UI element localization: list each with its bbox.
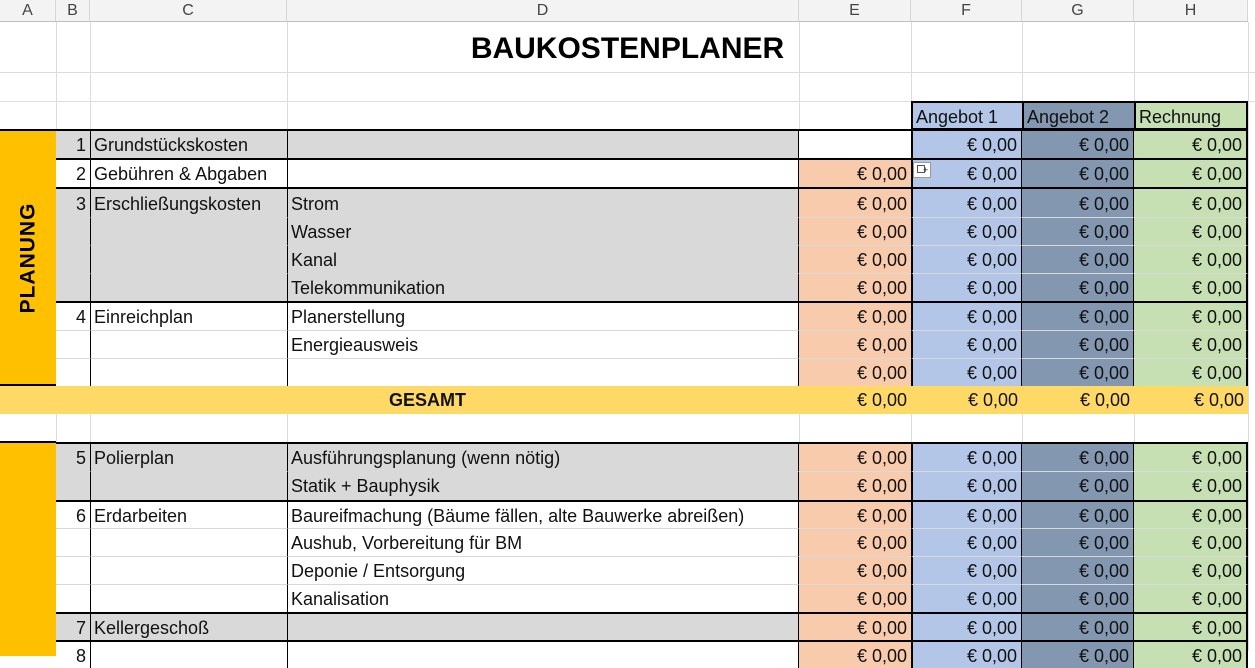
rechnung-cell[interactable]: € 0,00 <box>1134 500 1248 528</box>
item-cell[interactable] <box>287 358 799 386</box>
angebot1-cell[interactable]: € 0,00 <box>911 500 1022 528</box>
angebot2-cell[interactable]: € 0,00 <box>1022 245 1134 273</box>
rechnung-cell[interactable]: € 0,00 <box>1134 471 1248 500</box>
estimate-cell[interactable]: € 0,00 <box>799 187 911 217</box>
item-cell[interactable] <box>287 640 799 668</box>
angebot1-cell[interactable]: € 0,00 <box>911 129 1022 158</box>
item-cell[interactable]: Telekommunikation <box>287 273 799 301</box>
category-cell[interactable] <box>90 273 287 301</box>
column-header-c[interactable]: C <box>90 0 287 22</box>
row-number[interactable] <box>56 584 90 612</box>
row-number[interactable] <box>56 556 90 584</box>
angebot2-cell[interactable]: € 0,00 <box>1022 301 1134 330</box>
angebot1-cell[interactable]: € 0,00 <box>911 330 1022 358</box>
item-cell[interactable]: Aushub, Vorbereitung für BM <box>287 528 799 556</box>
row-number[interactable]: 7 <box>56 612 90 640</box>
total-f[interactable]: € 0,00 <box>967 390 1018 410</box>
estimate-cell[interactable]: € 0,00 <box>799 584 911 612</box>
total-label[interactable]: GESAMT <box>388 390 466 410</box>
item-cell[interactable]: Ausführungsplanung (wenn nötig) <box>287 442 799 471</box>
column-header-b[interactable]: B <box>56 0 90 22</box>
estimate-cell[interactable]: € 0,00 <box>799 442 911 471</box>
estimate-cell[interactable]: € 0,00 <box>799 273 911 301</box>
estimate-cell[interactable]: € 0,00 <box>799 358 911 386</box>
rechnung-cell[interactable]: € 0,00 <box>1134 612 1248 640</box>
category-cell[interactable]: Gebühren & Abgaben <box>90 158 287 187</box>
estimate-cell[interactable]: € 0,00 <box>799 330 911 358</box>
rechnung-cell[interactable]: € 0,00 <box>1134 442 1248 471</box>
sheet-title[interactable]: BAUKOSTENPLANER <box>470 32 785 65</box>
gridline-horizontal <box>0 72 1255 73</box>
angebot2-cell[interactable]: € 0,00 <box>1022 442 1134 471</box>
category-cell[interactable] <box>90 471 287 500</box>
item-cell[interactable] <box>287 129 799 158</box>
column-header-f[interactable]: F <box>911 0 1022 22</box>
section-bau[interactable] <box>0 441 56 656</box>
angebot2-cell[interactable]: € 0,00 <box>1022 584 1134 612</box>
estimate-cell[interactable]: € 0,00 <box>799 471 911 500</box>
item-cell[interactable]: Planerstellung <box>287 301 799 330</box>
rechnung-cell[interactable]: € 0,00 <box>1134 129 1248 158</box>
rechnung-cell[interactable]: € 0,00 <box>1134 301 1248 330</box>
header-angebot-2[interactable]: Angebot 2 <box>1022 101 1136 130</box>
item-cell[interactable]: Baureifmachung (Bäume fällen, alte Bauwerke abreißen) <box>287 500 799 528</box>
angebot2-cell[interactable]: € 0,00 <box>1022 187 1134 217</box>
estimate-cell[interactable] <box>799 129 911 158</box>
angebot2-cell[interactable]: € 0,00 <box>1022 217 1134 245</box>
category-cell[interactable] <box>90 330 287 358</box>
estimate-cell[interactable]: € 0,00 <box>799 301 911 330</box>
estimate-cell[interactable]: € 0,00 <box>799 528 911 556</box>
row-number[interactable] <box>56 471 90 500</box>
angebot1-cell[interactable]: € 0,00 <box>911 556 1022 584</box>
angebot2-cell[interactable]: € 0,00 <box>1022 528 1134 556</box>
angebot1-cell[interactable]: € 0,00 <box>911 301 1022 330</box>
total-e[interactable]: € 0,00 <box>856 390 907 410</box>
estimate-cell[interactable]: € 0,00 <box>799 500 911 528</box>
angebot1-cell[interactable]: € 0,00 <box>911 358 1022 386</box>
rechnung-cell[interactable]: € 0,00 <box>1134 556 1248 584</box>
rechnung-cell[interactable]: € 0,00 <box>1134 640 1248 668</box>
category-cell[interactable] <box>90 217 287 245</box>
item-cell[interactable] <box>287 158 799 187</box>
category-cell[interactable] <box>90 640 287 668</box>
angebot1-cell[interactable]: € 0,00 <box>911 273 1022 301</box>
rechnung-cell[interactable]: € 0,00 <box>1134 158 1248 187</box>
category-cell[interactable]: Kellergeschoß <box>90 612 287 640</box>
estimate-cell[interactable]: € 0,00 <box>799 640 911 668</box>
row-number[interactable] <box>56 358 90 386</box>
item-cell[interactable]: Statik + Bauphysik <box>287 471 799 500</box>
row-number[interactable]: 2 <box>56 158 90 187</box>
row-number[interactable] <box>56 245 90 273</box>
rechnung-cell[interactable]: € 0,00 <box>1134 187 1248 217</box>
category-cell[interactable]: Polierplan <box>90 442 287 471</box>
rechnung-cell[interactable]: € 0,00 <box>1134 245 1248 273</box>
row-number[interactable]: 8 <box>56 640 90 668</box>
angebot2-cell[interactable]: € 0,00 <box>1022 358 1134 386</box>
item-cell[interactable]: Wasser <box>287 217 799 245</box>
column-header-e[interactable]: E <box>799 0 911 22</box>
angebot1-cell[interactable]: € 0,00 <box>911 245 1022 273</box>
row-number[interactable]: 6 <box>56 500 90 528</box>
angebot2-cell[interactable]: € 0,00 <box>1022 612 1134 640</box>
item-cell[interactable]: Strom <box>287 187 799 217</box>
gridline-vertical <box>1248 22 1249 651</box>
rechnung-cell[interactable]: € 0,00 <box>1134 528 1248 556</box>
angebot1-cell[interactable]: € 0,00 <box>911 217 1022 245</box>
category-cell[interactable]: Erschließungskosten <box>90 187 287 217</box>
column-header-h[interactable]: H <box>1134 0 1248 22</box>
header-angebot-1[interactable]: Angebot 1 <box>911 101 1024 130</box>
angebot1-cell[interactable]: € 0,00 <box>911 158 1022 187</box>
angebot2-cell[interactable]: € 0,00 <box>1022 273 1134 301</box>
category-cell[interactable] <box>90 358 287 386</box>
row-number[interactable] <box>56 330 90 358</box>
estimate-cell[interactable]: € 0,00 <box>799 556 911 584</box>
row-number[interactable] <box>56 217 90 245</box>
paste-options-icon[interactable] <box>913 162 931 178</box>
column-header-d[interactable]: D <box>287 0 799 22</box>
row-number[interactable]: 5 <box>56 442 90 471</box>
angebot1-cell[interactable]: € 0,00 <box>911 640 1022 668</box>
category-cell[interactable]: Grundstückskosten <box>90 129 287 158</box>
angebot2-cell[interactable]: € 0,00 <box>1022 500 1134 528</box>
angebot2-cell[interactable]: € 0,00 <box>1022 129 1134 158</box>
angebot1-cell[interactable]: € 0,00 <box>911 584 1022 612</box>
item-cell[interactable]: Kanal <box>287 245 799 273</box>
angebot2-cell[interactable]: € 0,00 <box>1022 471 1134 500</box>
category-cell[interactable]: Erdarbeiten <box>90 500 287 528</box>
angebot1-cell[interactable]: € 0,00 <box>911 612 1022 640</box>
rechnung-cell[interactable]: € 0,00 <box>1134 273 1248 301</box>
item-cell[interactable]: Kanalisation <box>287 584 799 612</box>
rechnung-cell[interactable]: € 0,00 <box>1134 217 1248 245</box>
rechnung-cell[interactable]: € 0,00 <box>1134 584 1248 612</box>
header-rechnung[interactable]: Rechnung <box>1134 101 1248 130</box>
total-g[interactable]: € 0,00 <box>1079 390 1130 410</box>
estimate-cell[interactable]: € 0,00 <box>799 158 911 187</box>
row-number[interactable]: 3 <box>56 187 90 217</box>
category-cell[interactable] <box>90 528 287 556</box>
angebot1-cell[interactable]: € 0,00 <box>911 471 1022 500</box>
category-cell[interactable]: Einreichplan <box>90 301 287 330</box>
total-h[interactable]: € 0,00 <box>1193 390 1244 410</box>
row-number[interactable]: 4 <box>56 301 90 330</box>
category-cell[interactable] <box>90 556 287 584</box>
item-cell[interactable] <box>287 612 799 640</box>
angebot1-cell[interactable]: € 0,00 <box>911 187 1022 217</box>
angebot1-cell[interactable]: € 0,00 <box>911 528 1022 556</box>
section-planung-label: PLANUNG <box>16 202 39 313</box>
angebot2-cell[interactable]: € 0,00 <box>1022 556 1134 584</box>
row-number[interactable] <box>56 528 90 556</box>
rechnung-cell[interactable]: € 0,00 <box>1134 330 1248 358</box>
estimate-cell[interactable]: € 0,00 <box>799 612 911 640</box>
item-cell[interactable]: Deponie / Entsorgung <box>287 556 799 584</box>
item-cell[interactable]: Energieausweis <box>287 330 799 358</box>
category-cell[interactable] <box>90 584 287 612</box>
column-header-a[interactable]: A <box>0 0 56 22</box>
section-planung[interactable] <box>0 129 56 386</box>
column-header-g[interactable]: G <box>1022 0 1134 22</box>
estimate-cell[interactable]: € 0,00 <box>799 245 911 273</box>
row-number[interactable] <box>56 273 90 301</box>
rechnung-cell[interactable]: € 0,00 <box>1134 358 1248 386</box>
angebot2-cell[interactable]: € 0,00 <box>1022 158 1134 187</box>
estimate-cell[interactable]: € 0,00 <box>799 217 911 245</box>
angebot2-cell[interactable]: € 0,00 <box>1022 330 1134 358</box>
row-number[interactable]: 1 <box>56 129 90 158</box>
angebot2-cell[interactable]: € 0,00 <box>1022 640 1134 668</box>
angebot1-cell[interactable]: € 0,00 <box>911 442 1022 471</box>
category-cell[interactable] <box>90 245 287 273</box>
